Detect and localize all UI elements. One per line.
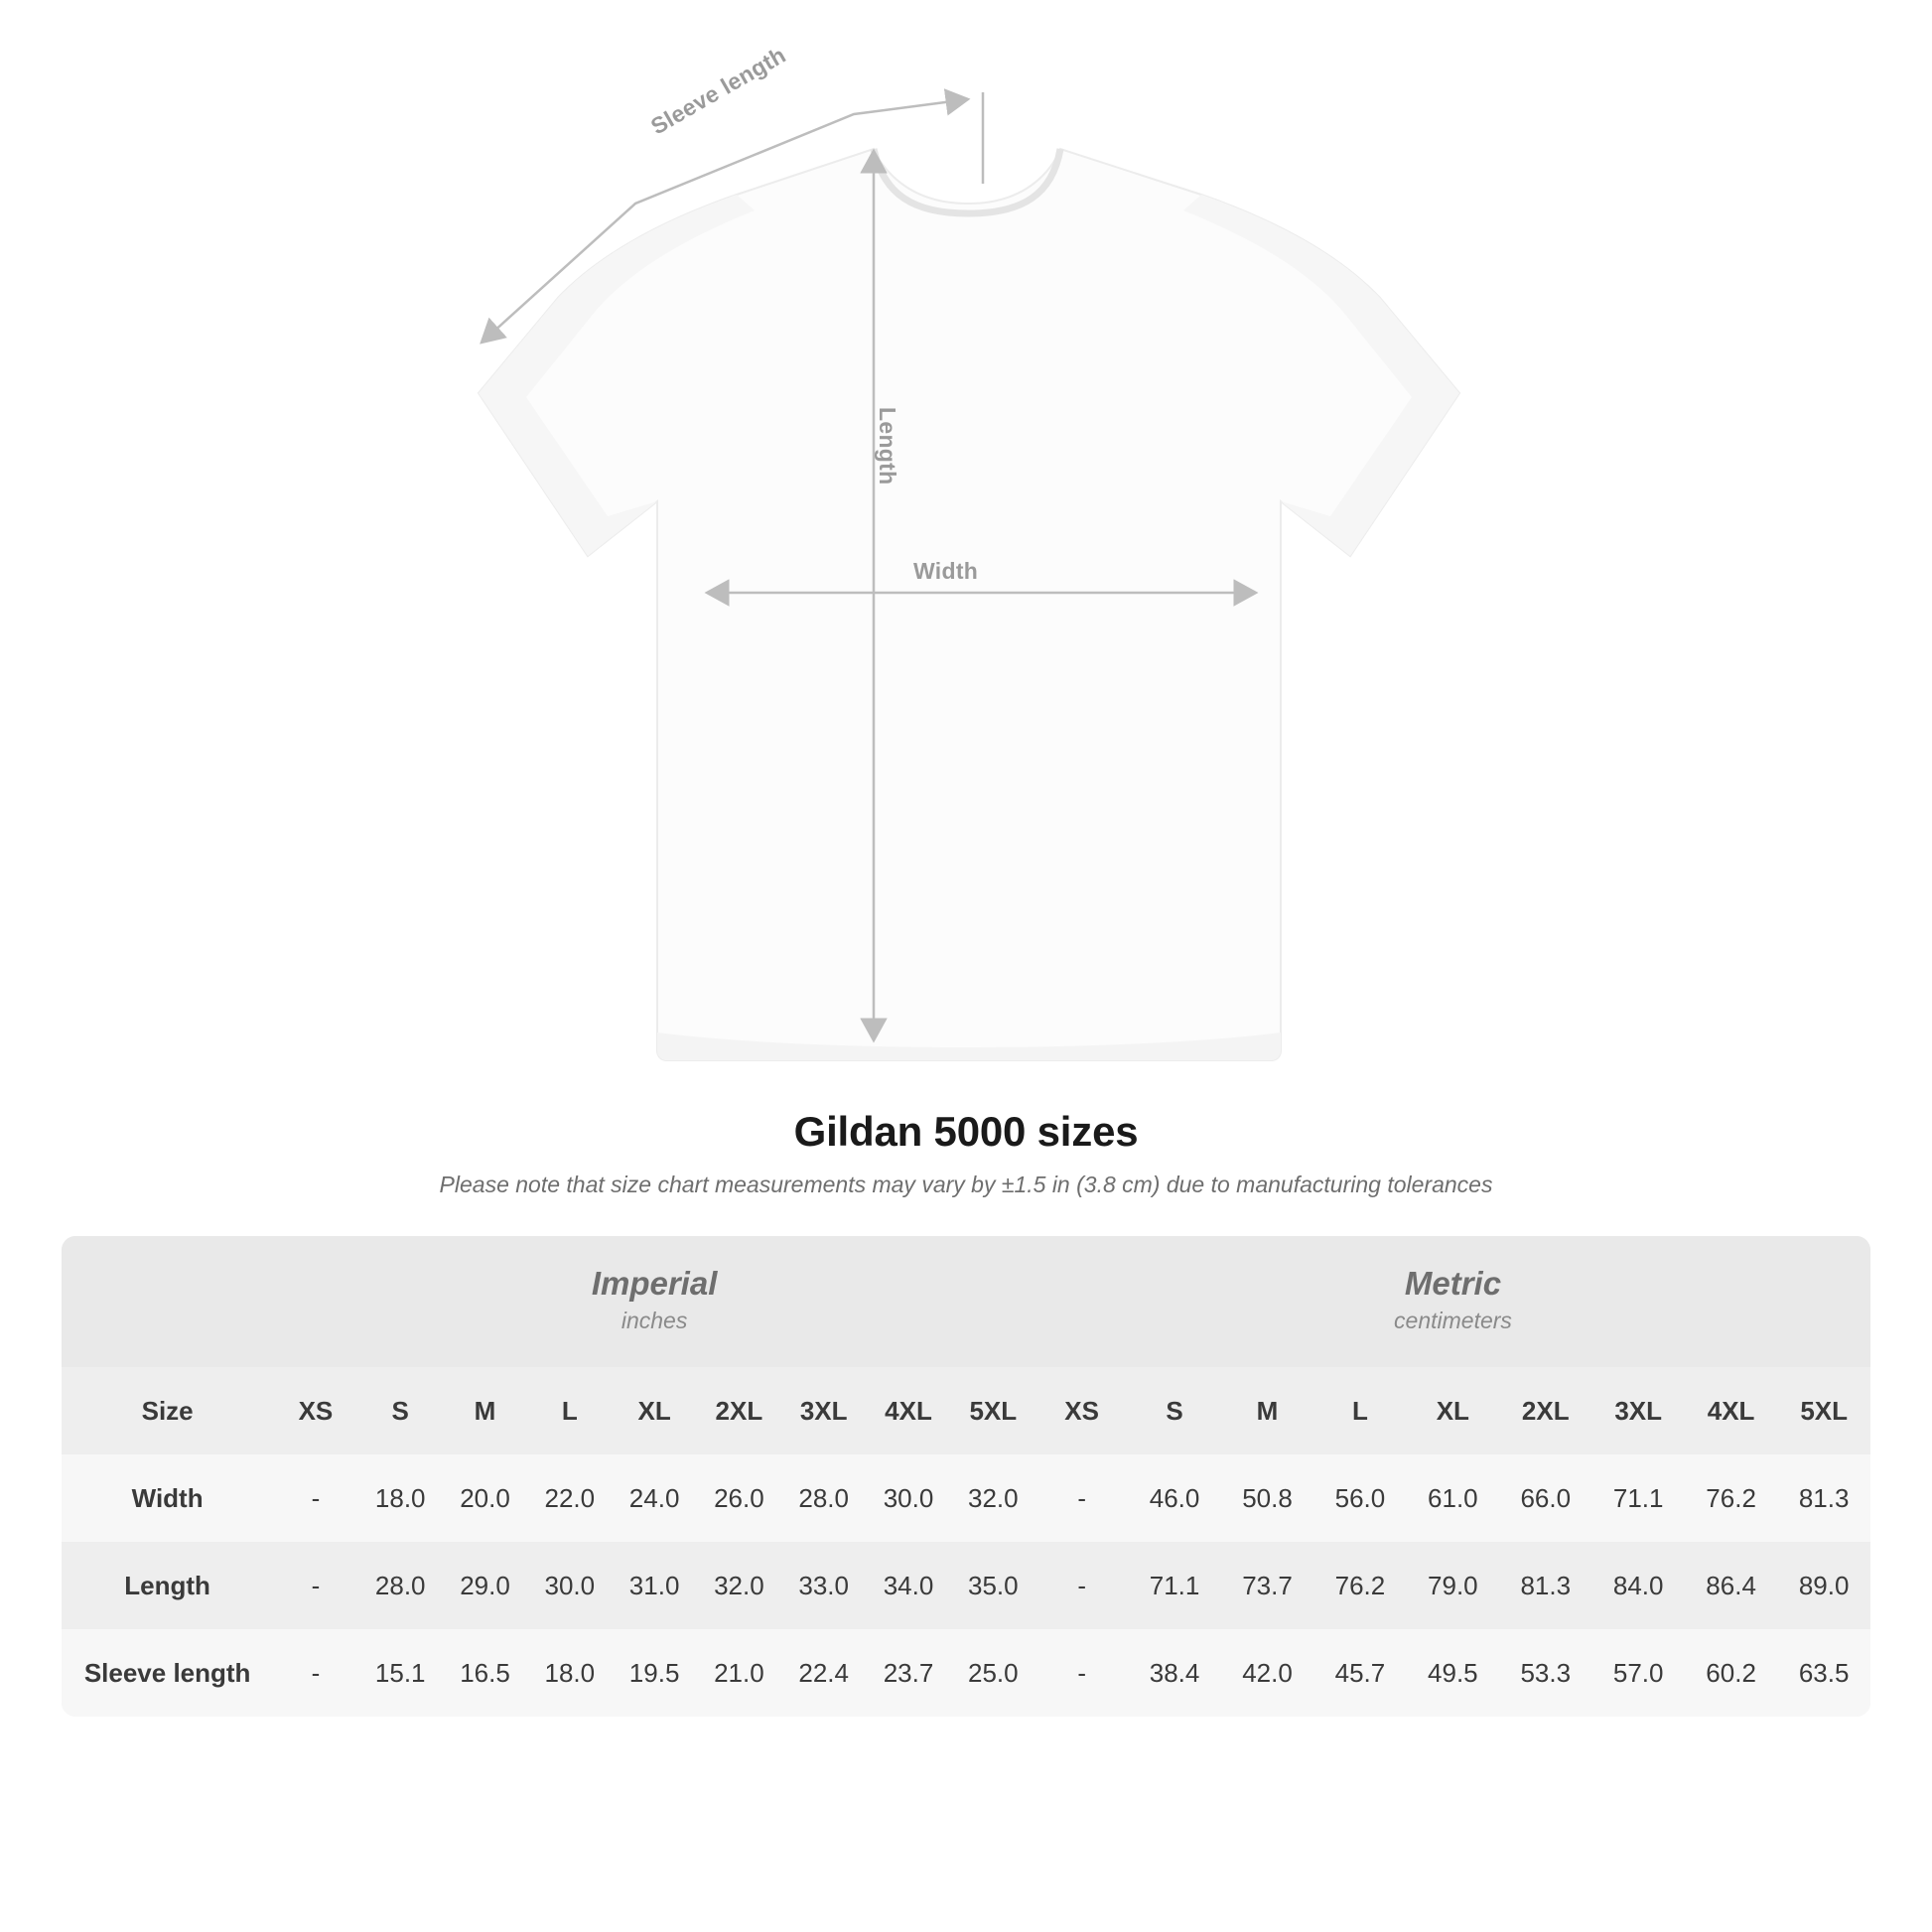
cell-met-width-3xl: 71.1 — [1591, 1454, 1684, 1542]
cell-imp-length-5xl: 35.0 — [951, 1542, 1035, 1629]
cell-imp-width-5xl: 32.0 — [951, 1454, 1035, 1542]
cell-met-length-3xl: 84.0 — [1591, 1542, 1684, 1629]
table-row — [62, 1542, 1870, 1629]
cell-met-width-m: 50.8 — [1221, 1454, 1313, 1542]
cell-imp-length-xs: - — [273, 1542, 357, 1629]
cell-met-width-l: 56.0 — [1313, 1454, 1406, 1542]
unit-header-spacer — [62, 1236, 273, 1367]
size-col-met-xs: XS — [1064, 1395, 1099, 1426]
cell-imp-length-xl: 31.0 — [612, 1542, 696, 1629]
cell-met-sleeve-m: 42.0 — [1221, 1629, 1313, 1717]
row-label-sleeve-length: Sleeve length — [62, 1629, 273, 1717]
cell-met-sleeve-s: 38.4 — [1128, 1629, 1220, 1717]
size-col-met-5xl: 5XL — [1800, 1395, 1848, 1426]
cell-met-width-xl: 61.0 — [1407, 1454, 1499, 1542]
size-col-imp-4xl: 4XL — [885, 1395, 932, 1426]
size-col-imp-3xl: 3XL — [799, 1395, 848, 1426]
size-col-imp-2xl: 2XL — [715, 1395, 763, 1426]
cell-met-length-5xl: 89.0 — [1777, 1542, 1870, 1629]
unit-sub-imperial: inches — [621, 1307, 688, 1333]
cell-imp-width-4xl: 30.0 — [866, 1454, 950, 1542]
cell-imp-sleeve-5xl: 25.0 — [951, 1629, 1035, 1717]
cell-met-length-2xl: 81.3 — [1499, 1542, 1591, 1629]
size-col-imp-s: S — [391, 1395, 409, 1426]
cell-met-width-2xl: 66.0 — [1499, 1454, 1591, 1542]
cell-imp-sleeve-m: 16.5 — [443, 1629, 527, 1717]
cell-imp-sleeve-xs: - — [273, 1629, 357, 1717]
size-col-imp-m: M — [474, 1395, 496, 1426]
cell-imp-sleeve-s: 15.1 — [358, 1629, 443, 1717]
cell-imp-length-m: 29.0 — [443, 1542, 527, 1629]
cell-met-sleeve-xl: 49.5 — [1407, 1629, 1499, 1717]
cell-imp-width-2xl: 26.0 — [697, 1454, 781, 1542]
row-label-width: Width — [62, 1454, 273, 1542]
table-row — [62, 1629, 1870, 1717]
cell-met-width-s: 46.0 — [1128, 1454, 1220, 1542]
cell-imp-sleeve-2xl: 21.0 — [697, 1629, 781, 1717]
cell-met-sleeve-l: 45.7 — [1313, 1629, 1406, 1717]
cell-met-width-xs: - — [1035, 1454, 1128, 1542]
size-col-imp-xs: XS — [298, 1395, 334, 1426]
cell-imp-width-s: 18.0 — [358, 1454, 443, 1542]
page-title: Gildan 5000 sizes — [793, 1108, 1139, 1155]
cell-met-sleeve-4xl: 60.2 — [1685, 1629, 1777, 1717]
cell-imp-length-l: 30.0 — [527, 1542, 612, 1629]
cell-imp-width-xs: - — [273, 1454, 357, 1542]
cell-imp-length-3xl: 33.0 — [781, 1542, 866, 1629]
cell-met-length-s: 71.1 — [1128, 1542, 1220, 1629]
length-label: Length — [875, 407, 900, 485]
cell-imp-length-4xl: 34.0 — [866, 1542, 950, 1629]
cell-imp-sleeve-xl: 19.5 — [612, 1629, 696, 1717]
tshirt-shape — [479, 149, 1459, 1060]
size-col-imp-5xl: 5XL — [969, 1395, 1018, 1426]
cell-met-length-xl: 79.0 — [1407, 1542, 1499, 1629]
size-table-container — [62, 1236, 1870, 1717]
cell-imp-length-s: 28.0 — [358, 1542, 443, 1629]
cell-imp-width-xl: 24.0 — [612, 1454, 696, 1542]
size-col-met-xl: XL — [1436, 1395, 1469, 1426]
tolerance-note: Please note that size chart measurements may vary by ±1.5 in (3.8 cm) due to manufacturing tolerances — [439, 1172, 1493, 1197]
size-col-imp-xl: XL — [637, 1395, 671, 1426]
cell-met-length-m: 73.7 — [1221, 1542, 1313, 1629]
cell-imp-sleeve-4xl: 23.7 — [866, 1629, 950, 1717]
cell-met-width-5xl: 81.3 — [1777, 1454, 1870, 1542]
width-label: Width — [913, 558, 979, 584]
title-block — [0, 1108, 1932, 1198]
size-header-row — [62, 1367, 1870, 1454]
cell-met-sleeve-xs: - — [1035, 1629, 1128, 1717]
unit-name-metric: Metric — [1404, 1264, 1502, 1302]
table-row — [62, 1454, 1870, 1542]
size-col-met-s: S — [1166, 1395, 1183, 1426]
size-col-met-2xl: 2XL — [1521, 1395, 1570, 1426]
sleeve-length-label: Sleeve length — [646, 41, 790, 140]
unit-header-imperial — [273, 1236, 1035, 1367]
cell-met-sleeve-3xl: 57.0 — [1591, 1629, 1684, 1717]
unit-sub-metric: centimeters — [1394, 1307, 1512, 1333]
size-col-met-4xl: 4XL — [1707, 1395, 1755, 1426]
unit-header-row — [62, 1236, 1870, 1367]
size-col-met-l: L — [1351, 1395, 1368, 1426]
cell-met-width-4xl: 76.2 — [1685, 1454, 1777, 1542]
cell-met-length-xs: - — [1035, 1542, 1128, 1629]
size-row-label: Size — [141, 1395, 194, 1426]
cell-imp-width-3xl: 28.0 — [781, 1454, 866, 1542]
unit-header-metric — [1035, 1236, 1870, 1367]
size-col-met-m: M — [1256, 1395, 1279, 1426]
size-col-imp-l: L — [561, 1395, 578, 1426]
size-table — [62, 1236, 1870, 1717]
cell-met-sleeve-5xl: 63.5 — [1777, 1629, 1870, 1717]
cell-met-length-l: 76.2 — [1313, 1542, 1406, 1629]
size-col-met-3xl: 3XL — [1614, 1395, 1663, 1426]
cell-imp-sleeve-3xl: 22.4 — [781, 1629, 866, 1717]
unit-name-imperial: Imperial — [591, 1264, 718, 1302]
cell-imp-sleeve-l: 18.0 — [527, 1629, 612, 1717]
cell-imp-width-m: 20.0 — [443, 1454, 527, 1542]
cell-met-length-4xl: 86.4 — [1685, 1542, 1777, 1629]
row-label-length: Length — [62, 1542, 273, 1629]
cell-met-sleeve-2xl: 53.3 — [1499, 1629, 1591, 1717]
cell-imp-length-2xl: 32.0 — [697, 1542, 781, 1629]
cell-imp-width-l: 22.0 — [527, 1454, 612, 1542]
